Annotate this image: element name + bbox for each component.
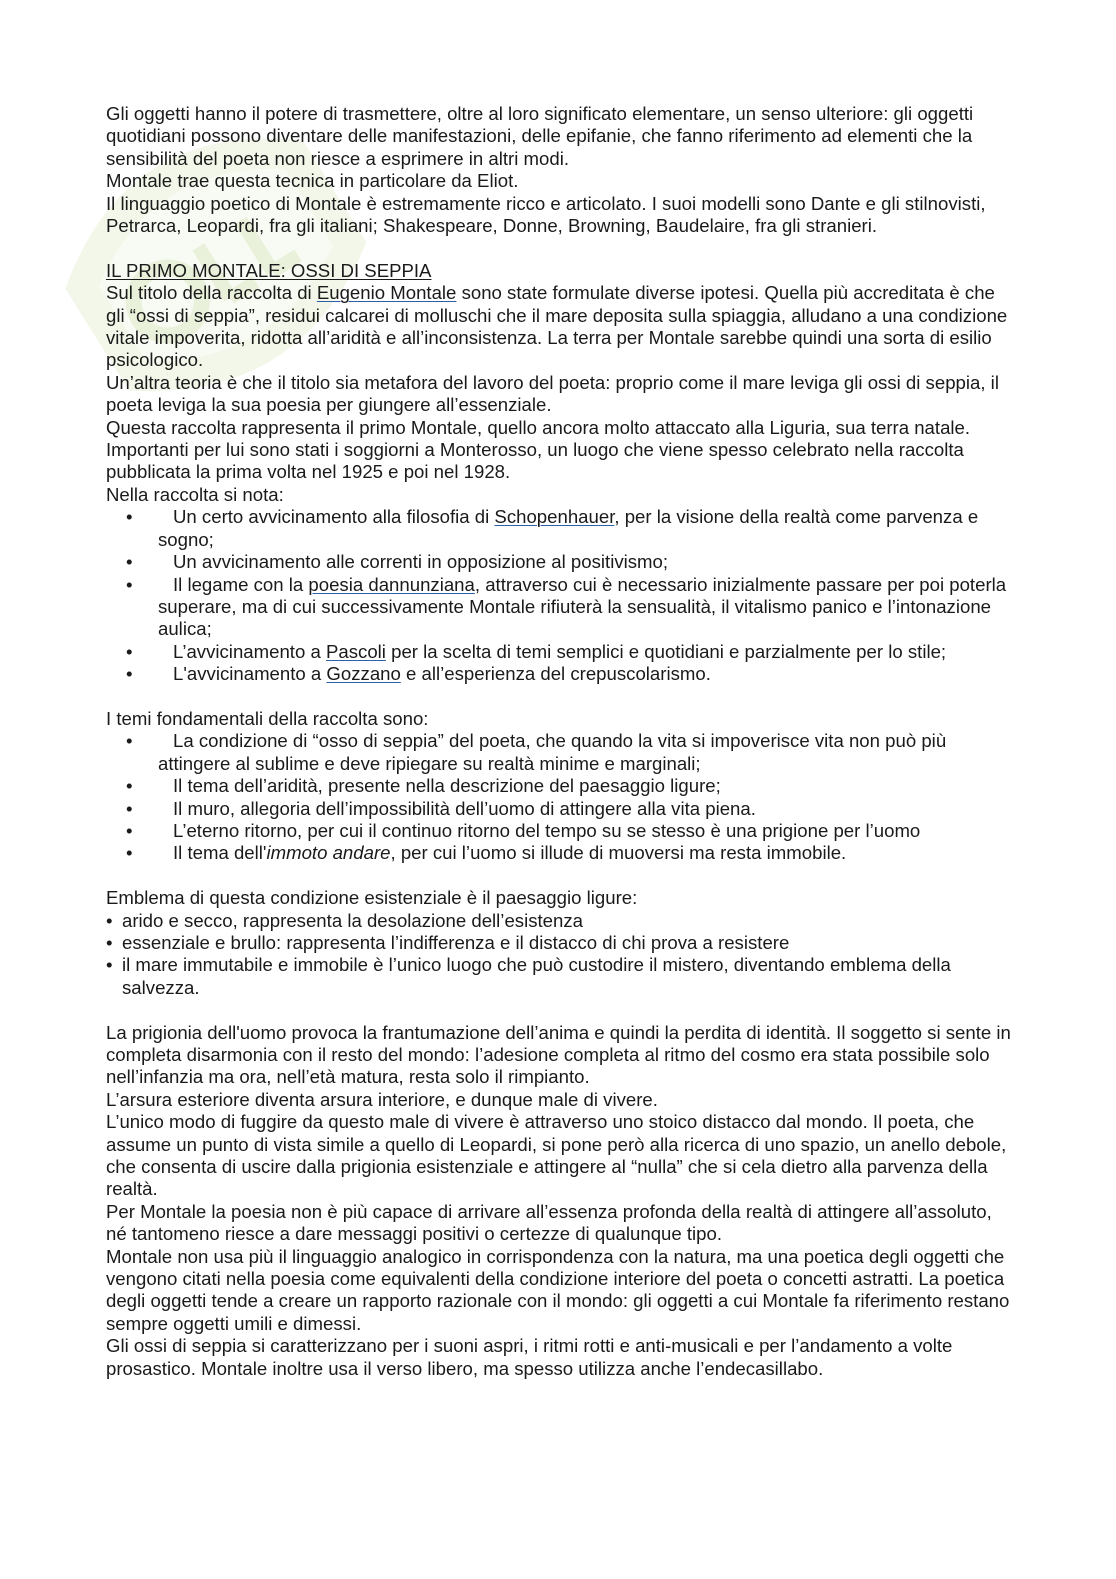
bullet-icon: •: [126, 551, 133, 573]
bullet-icon: •: [126, 506, 133, 528]
paragraph: Emblema di questa condizione esistenziale è il paesaggio ligure:: [106, 887, 638, 909]
list-item: [106, 641, 1011, 663]
paragraph: Per Montale la poesia non è più capace di arrivare all’essenza profonda della realtà di attingere all’assoluto, né tantomeno riesce a dare messaggi positivi o certezze di qualunque tipo.: [106, 1200, 992, 1245]
text: sono state formulate diverse ipotesi. Quella più accreditata è che gli “ossi di seppia”, residui calcarei di molluschi che il mare deposita sulla spiaggia, alludano a una condizione vitale impoverita, ridotta all’aridità e all’inconsistenza. La terra per Montale sarebbe quindi una sorta di esilio psicologico.: [106, 282, 1008, 371]
text: L'avvicinamento a: [173, 663, 327, 685]
intro-section: [106, 103, 1011, 237]
text: e all’esperienza del crepuscolarismo.: [400, 663, 711, 685]
text: Il legame con la: [173, 573, 309, 595]
paragraph: Il linguaggio poetico di Montale è estremamente ricco e articolato. I suoi modelli sono Dante e gli stilnovisti, Petrarca, Leopardi, fra gli italiani; Shakespeare, Donne, Browning, Baudelaire, fra gli stranieri.: [106, 192, 986, 237]
paragraph: Montale trae questa tecnica in particolare da Eliot.: [106, 170, 519, 192]
bullet-icon: •: [126, 819, 133, 841]
bullet-icon: •: [126, 797, 133, 819]
text: Sul titolo della raccolta di: [106, 282, 317, 304]
paragraph: Questa raccolta rappresenta il primo Montale, quello ancora molto attaccato alla Liguria, sua terra natale. Importanti per lui sono stati i soggiorni a Monterosso, un luogo che viene spesso celebrato nella raccolta pubblicata la prima volta nel 1925 e poi nel 1928.: [106, 416, 971, 483]
bullet-icon: •: [106, 954, 113, 976]
text: L’eterno ritorno, per cui il continuo ritorno del tempo su se stesso è una prigione per l’uomo: [173, 819, 921, 841]
list-item: [106, 842, 1011, 864]
list-item: [106, 551, 1011, 573]
text: La condizione di “osso di seppia” del poeta, che quando la vita si impoverisce vita non può più attingere al sublime e deve ripiegare su realtà minime e marginali;: [158, 730, 947, 774]
text: essenziale e brullo: rappresenta l’indifferenza e il distacco di chi prova a resistere: [122, 931, 790, 953]
themes-list: [106, 730, 1011, 864]
document-page: [106, 103, 1011, 1380]
text: , attraverso cui è necessario inizialmente passare per poi poterla superare, ma di cui successivamente Montale rifiuterà la sensualità, il vitalismo panico e l’intonazione aulica;: [158, 573, 1007, 640]
list-item: [106, 730, 1011, 775]
text: il mare immutabile e immobile è l’unico luogo che può custodire il mistero, diventando emblema della salvezza.: [122, 954, 951, 998]
list-item: [106, 574, 1011, 641]
text: , per cui l’uomo si illude di muoversi ma resta immobile.: [390, 842, 847, 864]
bullet-icon: •: [126, 663, 133, 685]
bullet-icon: •: [126, 730, 133, 752]
bullet-icon: •: [126, 775, 133, 797]
list-item: [106, 798, 1011, 820]
text: , per la visione della realtà come parvenza e sogno;: [158, 506, 979, 550]
list-item: [106, 910, 1011, 932]
paragraph: I temi fondamentali della raccolta sono:: [106, 707, 429, 729]
text: Il muro, allegoria dell’impossibilità dell’uomo di attingere alla vita piena.: [173, 797, 756, 819]
text: per la scelta di temi semplici e quotidiani e parzialmente per lo stile;: [385, 640, 947, 662]
bullet-icon: •: [126, 842, 133, 864]
bullet-icon: •: [126, 573, 133, 595]
italic-text: immoto andare: [266, 842, 391, 864]
paragraph: Nella raccolta si nota:: [106, 483, 284, 505]
list-item: [106, 954, 1011, 999]
closing-section: [106, 1022, 1011, 1381]
list-item: [106, 663, 1011, 685]
link-schopenhauer[interactable]: Schopenhauer: [494, 506, 615, 528]
list-item: [106, 932, 1011, 954]
paragraph: L’unico modo di fuggire da questo male di vivere è attraverso uno stoico distacco dal mondo. Il poeta, che assume un punto di vista simile a quello di Leopardi, si pone però alla ricerca di uno spazio, un anello debole, che consenta di uscire dalla prigionia esistenziale e attingere al “nulla” che si cela dietro alla parvenza della realtà.: [106, 1111, 1007, 1200]
paragraph: L’arsura esteriore diventa arsura interiore, e dunque male di vivere.: [106, 1088, 658, 1110]
list-item: [106, 775, 1011, 797]
paragraph: Montale non usa più il linguaggio analogico in corrispondenza con la natura, ma una poetica degli oggetti che vengono citati nella poesia come equivalenti della condizione interiore del poeta o concetti astratti. La poetica degli oggetti tende a creare un rapporto razionale con il mondo: gli oggetti a cui Montale fa riferimento restano sempre oggetti umili e dimessi.: [106, 1245, 1010, 1334]
bullet-icon: •: [106, 931, 113, 953]
list-item: [106, 820, 1011, 842]
text: Un avvicinamento alle correnti in opposizione al positivismo;: [173, 551, 669, 573]
text: Il tema dell': [173, 842, 267, 864]
link-pascoli[interactable]: Pascoli: [325, 640, 386, 662]
paragraph: Un’altra teoria è che il titolo sia metafora del lavoro del poeta: proprio come il mare leviga gli ossi di seppia, il poeta leviga la sua poesia per giungere all’essenziale.: [106, 371, 999, 416]
bullet-icon: •: [106, 909, 113, 931]
paragraph: La prigionia dell'uomo provoca la frantumazione dell’anima e quindi la perdita di identità. Il soggetto si sente in completa disarmonia con il resto del mondo: l’adesione completa al ritmo del cosmo era stata possibile solo nell’infanzia ma ora, nell’età matura, resta solo il rimpianto.: [106, 1021, 1011, 1088]
paragraph: Gli oggetti hanno il potere di trasmettere, oltre al loro significato elementare, un senso ulteriore: gli oggetti quotidiani possono diventare delle manifestazioni, delle epifanie, che fanno riferimento ad elementi che la sensibilità del poeta non riesce a esprimere in altri modi.: [106, 103, 974, 169]
paragraph: Gli ossi di seppia si caratterizzano per i suoni aspri, i ritmi rotti e anti-musicali e per l’andamento a volte prosastico. Montale inoltre usa il verso libero, ma spesso utilizza anche l’endecasillabo.: [106, 1335, 953, 1379]
text: Il tema dell’aridità, presente nella descrizione del paesaggio ligure;: [173, 775, 721, 797]
link-eugenio-montale[interactable]: Eugenio Montale: [316, 282, 457, 304]
list-item: [106, 506, 1011, 551]
text: arido e secco, rappresenta la desolazione dell’esistenza: [122, 909, 583, 931]
influences-list: [106, 506, 1011, 685]
paragraph: [106, 282, 1011, 372]
section-heading: IL PRIMO MONTALE: OSSI DI SEPPIA: [106, 259, 432, 281]
text: L’avvicinamento a: [173, 640, 326, 662]
text: Un certo avvicinamento alla filosofia di: [173, 506, 495, 528]
link-gozzano[interactable]: Gozzano: [326, 663, 401, 685]
emblem-list: [106, 910, 1011, 1000]
link-poesia-dannunziana[interactable]: poesia dannunziana: [308, 573, 475, 595]
bullet-icon: •: [126, 640, 133, 662]
